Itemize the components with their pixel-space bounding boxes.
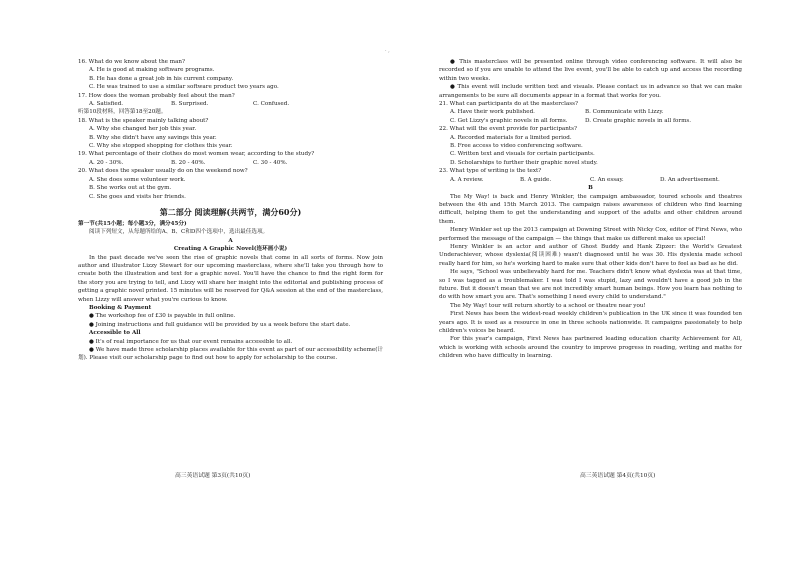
- bullet-item: ● The workshop fee of £30 is payable in full online.: [89, 313, 236, 320]
- question-stem: 16. What do we know about the man?: [78, 59, 186, 65]
- question-23: [439, 167, 742, 184]
- option-b: B. Surprised.: [171, 101, 209, 108]
- passage-paragraph: In the past decade we've seen the rise of graphic novels that come in all sorts of forms. Now join author and illustrator Lizzy Stewart for our upcoming masterclass, where she'll take you through how to create both the illustration and text for a graphic novel. You'll have the chance to find the right form for the story you are trying to tell, and Lizzy will share her insight into the editorial and publishing process of getting a graphic novel printed. 15 minutes will be reserved for Q&A session at the end of the masterclass, when Lizzy will answer what you're curious to know.: [78, 254, 383, 303]
- option-b: B. He has done a great job in his current company.: [89, 75, 234, 82]
- option-c: C. 30 - 40%.: [253, 159, 288, 166]
- option-a: A. Recorded materials for a limited period.: [450, 134, 572, 141]
- passage-paragraph: He says, "School was unbelievably hard for me. Teachers didn't know what dyslexia was at that time, so I was tagged as a troublemaker. I was told I was stupid, lazy and wouldn't have a good job in the future. But it doesn't mean that we are not incredibly smart human beings. How you learn has nothing to do with how smart you are. That's something I need every child to understand.": [439, 269, 742, 301]
- question-16: [78, 58, 383, 92]
- passage-letter-a: A: [228, 237, 233, 244]
- option-b: B. She works out at the gym.: [89, 185, 172, 192]
- question-stem: 21. What can participants do at the masterclass?: [439, 101, 578, 108]
- passage-paragraph: Henry Winkler is an actor and author of Ghost Buddy and Hank Zipzer: the World's Greatest Underachiever, whose dyslexia(阅读困难) wasn't diagnosed until he was 30. His dyslexia made school really hard for him, so he's working hard to make sure that other kids don't have to feel as bad as he did.: [439, 243, 742, 267]
- booking-heading: Booking & Payment: [89, 304, 152, 311]
- question-stem: 22. What will the event provide for participants?: [439, 126, 577, 133]
- question-19: [78, 150, 383, 167]
- passage-paragraph: The My Way! tour will return shortly to a school or theatre near you!: [450, 302, 646, 309]
- option-b: B. Free access to video conferencing software.: [450, 143, 583, 150]
- bullet-item: ● This masterclass will be presented online through video conferencing software. It will also be recorded so if you are unable to attend the live event, you'll be able to catch up and access the recording within two weeks.: [439, 59, 742, 82]
- options-row: [78, 100, 383, 108]
- bullet-item: ● We have made three scholarship places available for this event as part of our accessibility scheme(计划). Please visit our scholarship page to find out how to apply for scholarship to the course.: [78, 347, 383, 362]
- instructions: 阅读下列短文，从每题所给的A、B、C和D四个选项中，选出最佳选项。: [89, 229, 269, 236]
- option-b: B. Communicate with Lizzy.: [585, 109, 664, 116]
- option-b: B. A guide.: [520, 176, 552, 183]
- question-20: [78, 167, 383, 201]
- passage-paragraph: For this year's campaign, First News has partnered leading education charity Achievement for All, which is working with schools around the country to improve progress in reading, writing and maths for children who have difficulty in learning.: [439, 336, 742, 360]
- option-c: C. An essay.: [590, 176, 624, 183]
- option-c: C. He was trained to use a similar software product two years ago.: [89, 84, 279, 91]
- option-a: A. Satisfied.: [89, 101, 124, 108]
- bullet-item: ● Joining instructions and full guidance will be provided by us a week before the start date.: [89, 321, 351, 328]
- options-row: [439, 117, 742, 125]
- listening-material-note: 听第10段材料，回答第18至20题。: [78, 109, 167, 116]
- option-c: C. Written text and visuals for certain participants.: [450, 151, 595, 158]
- option-d: D. An advertisement.: [660, 176, 720, 183]
- option-c: C. She goes and visits her friends.: [89, 193, 186, 200]
- bullet-item: ● This event will include written text and visuals. Please contact us in advance so that we can make arrangements to be sure all documents appear in a format that works for you.: [439, 84, 742, 99]
- question-stem: 19. What percentage of their clothes do most women wear, according to the study?: [78, 151, 315, 158]
- passage-paragraph: The My Way! is back and Henry Winkler, the campaign ambassador, toured schools and theatres between the 4th and 15th March 2013. The campaign raises awareness of children who find learning difficult, helping them to get the understanding and support of the adults and other children around them.: [439, 193, 742, 225]
- option-b: B. 20 - 40%.: [171, 159, 206, 166]
- bullet-item: ● It's of real importance for us that our event remains accessible to all.: [89, 338, 293, 345]
- question-stem: 23. What type of writing is the text?: [439, 168, 542, 175]
- question-22: [439, 125, 742, 167]
- scan-mark: · ,: [385, 48, 390, 54]
- options-row: [439, 108, 742, 116]
- part-two-heading: 第二部分 阅读理解(共两节，满分60分): [159, 206, 302, 217]
- question-18: [78, 117, 383, 151]
- option-c: C. Get Lizzy's graphic novels in all forms.: [450, 117, 568, 124]
- question-17: [78, 92, 383, 109]
- page-4-footer: 高三英语试题 第4页(共10页): [580, 473, 656, 479]
- passage-paragraph: First News has been the widest-read weekly children's publication in the UK since it was founded ten years ago. It is used as a resource in one in three schools nationwide. It campaigns passionately to help children's voices be heard.: [439, 311, 742, 334]
- option-a: A. She does some volunteer work.: [89, 176, 186, 183]
- option-c: C. Confused.: [253, 101, 290, 108]
- option-d: D. Scholarships to further their graphic novel study.: [450, 159, 598, 166]
- option-b: B. Why she didn't have any savings this year.: [89, 134, 217, 141]
- option-a: A. Why she changed her job this year.: [89, 126, 197, 133]
- section-one-heading: 第一节(共15小题；每小题3分，满分45分): [78, 220, 187, 227]
- page-3-footer: 高三英语试题 第3页(共10页): [175, 473, 251, 479]
- option-a: A. Have their work published.: [450, 109, 535, 116]
- question-stem: 17. How does the woman probably feel about the man?: [78, 92, 235, 99]
- option-a: A. A review.: [450, 176, 484, 183]
- option-d: D. Create graphic novels in all forms.: [585, 117, 692, 124]
- options-row: [78, 159, 383, 167]
- options-row: [439, 176, 742, 184]
- option-a: A. 20 - 30%.: [89, 159, 124, 166]
- passage-letter-b: B: [588, 185, 593, 192]
- option-c: C. Why she stopped shopping for clothes this year.: [89, 143, 233, 150]
- passage-title: Creating A Graphic Novel(连环画小说): [173, 246, 288, 253]
- question-stem: 20. What does the speaker usually do on the weekend now?: [78, 168, 248, 175]
- option-a: A. He is good at making software programs.: [89, 67, 215, 74]
- accessible-heading: Accessible to All: [89, 330, 141, 337]
- question-21: [439, 100, 742, 125]
- passage-paragraph: Henry Winkler set up the 2013 campaign at Downing Street with Nicky Cox, editor of First News, who performed the message of the campaign — the things that make us different make us special!: [439, 227, 742, 242]
- question-stem: 18. What is the speaker mainly talking about?: [78, 117, 209, 124]
